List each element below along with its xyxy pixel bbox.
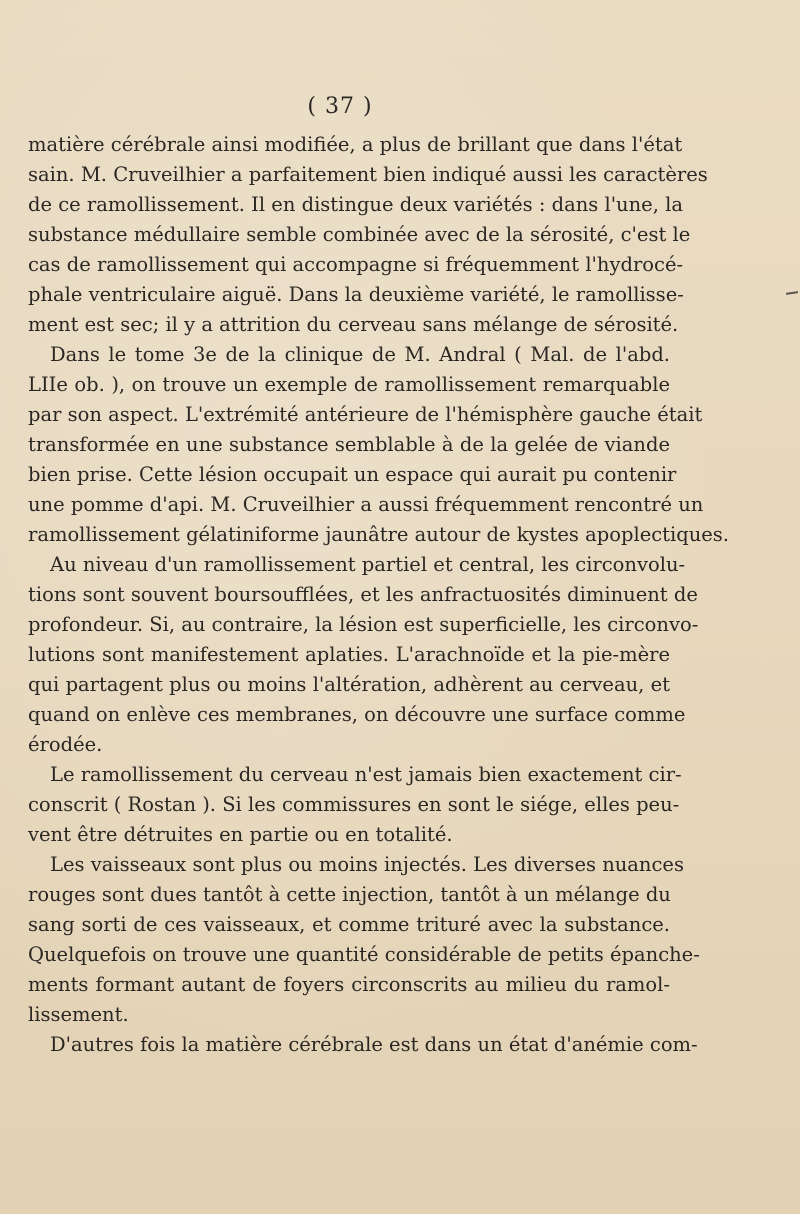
text-line: D'autres fois la matière cérébrale est dans un état d'anémie com- (50, 1033, 698, 1056)
text-line: matière cérébrale ainsi modifiée, a plus de brillant que dans l'état (28, 133, 683, 156)
text-line: qui partagent plus ou moins l'altération, adhèrent au cerveau, et (28, 673, 670, 696)
margin-mark (786, 291, 798, 295)
text-line: Quelquefois on trouve une quantité considérable de petits épanche- (28, 943, 700, 966)
text-line: Au niveau d'un ramollissement partiel et central, les circonvolu- (50, 553, 686, 576)
text-line: par son aspect. L'extrémité antérieure de l'hémisphère gauche était (28, 403, 703, 426)
text-line: érodée. (28, 733, 103, 756)
text-line: cas de ramollissement qui accompagne si fréquemment l'hydrocé- (28, 253, 684, 276)
text-line: profondeur. Si, au contraire, la lésion est superficielle, les circonvo- (28, 613, 699, 636)
text-line: tions sont souvent boursoufflées, et les anfractuosités diminuent de (28, 583, 698, 606)
text-line: ments formant autant de foyers circonscrits au milieu du ramol- (28, 973, 670, 996)
text-line: transformée en une substance semblable à de la gelée de viande (28, 433, 670, 456)
text-line: ment est sec; il y a attrition du cerveau sans mélange de sérosité. (28, 313, 679, 336)
text-line: sain. M. Cruveilhier a parfaitement bien indiqué aussi les caractères (28, 163, 708, 186)
text-line: bien prise. Cette lésion occupait un espace qui aurait pu contenir (28, 463, 677, 486)
body-text (28, 130, 730, 1060)
text-line: LIIe ob. ), on trouve un exemple de ramollissement remarquable (28, 373, 670, 396)
text-line: une pomme d'api. M. Cruveilhier a aussi fréquemment rencontré un (28, 493, 704, 516)
text-line: substance médullaire semble combinée avec de la sérosité, c'est le (28, 223, 691, 246)
text-line: Les vaisseaux sont plus ou moins injectés. Les diverses nuances (50, 853, 684, 876)
page-number: ( 37 ) (307, 94, 373, 119)
text-line: Le ramollissement du cerveau n'est jamais bien exactement cir- (50, 763, 682, 786)
text-line: phale ventriculaire aiguë. Dans la deuxième variété, le ramollisse- (28, 283, 684, 306)
text-line: quand on enlève ces membranes, on découvre une surface comme (28, 703, 686, 726)
text-line: vent être détruites en partie ou en totalité. (28, 823, 453, 846)
text-line: Dans le tome 3e de la clinique de M. Andral ( Mal. de l'abd. (50, 343, 670, 366)
text-line: sang sorti de ces vaisseaux, et comme trituré avec la substance. (28, 913, 670, 936)
text-line: ramollissement gélatiniforme jaunâtre autour de kystes apoplectiques. (28, 523, 730, 546)
text-line: conscrit ( Rostan ). Si les commissures en sont le siége, elles peu- (28, 793, 680, 816)
text-line: de ce ramollissement. Il en distingue deux variétés : dans l'une, la (28, 193, 683, 216)
text-line: lissement. (28, 1003, 129, 1026)
text-line: lutions sont manifestement aplaties. L'arachnoïde et la pie-mère (28, 643, 670, 666)
text-line: rouges sont dues tantôt à cette injection, tantôt à un mélange du (28, 883, 671, 906)
